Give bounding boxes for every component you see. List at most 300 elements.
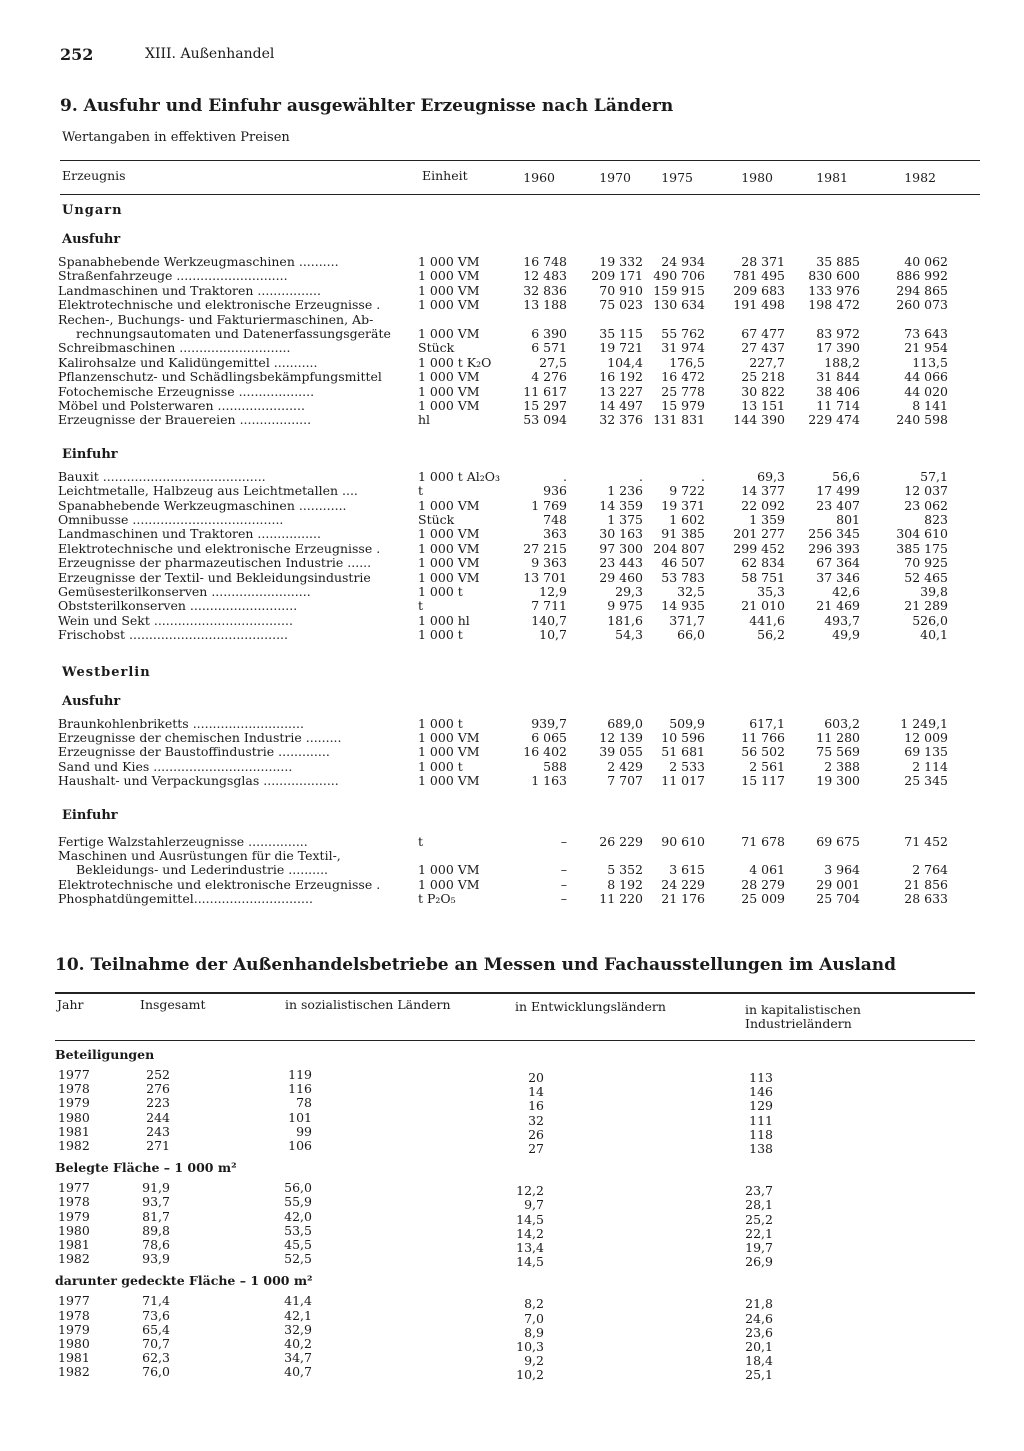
row-label: Erzeugnisse der pharmazeutischen Industrie ......: [58, 555, 372, 571]
row-value: 13 188: [523, 297, 567, 313]
value-cell: 10,2: [516, 1367, 544, 1383]
row-value: 1 602: [669, 512, 705, 527]
value-cell: 10,3: [516, 1339, 544, 1354]
year-cell: 1982: [58, 1138, 90, 1153]
row-value: 44 066: [904, 369, 948, 385]
row-label: Maschinen und Ausrüstungen für die Textil-,: [58, 848, 341, 863]
value-cell: 70,7: [142, 1336, 170, 1351]
row-unit: Stück: [418, 340, 455, 356]
row-value: 25 009: [741, 891, 785, 907]
row-value: 16 748: [523, 254, 567, 269]
row-value: 16 192: [599, 369, 643, 385]
value-cell: 13,4: [516, 1240, 544, 1255]
column-header-year: 1980: [741, 170, 773, 185]
value-cell: 106: [288, 1138, 312, 1153]
row-value: 256 345: [808, 526, 860, 542]
row-value: 21 176: [661, 891, 705, 907]
value-cell: 28,1: [745, 1197, 773, 1213]
column-header-year: 1982: [904, 170, 936, 185]
row-unit: 1 000 VM: [418, 540, 480, 556]
value-cell: 26: [528, 1126, 544, 1142]
year-cell: 1980: [58, 1336, 90, 1351]
row-value: 11 714: [816, 398, 860, 413]
row-value: 69 675: [816, 833, 860, 849]
value-cell: 76,0: [142, 1364, 170, 1380]
row-value: 23 407: [816, 497, 860, 513]
row-value: 830 600: [808, 268, 860, 284]
row-unit: 1 000 t Al₂O₃: [418, 468, 501, 484]
row-value: 617,1: [749, 715, 785, 731]
row-value: 371,7: [669, 612, 705, 628]
row-unit: 1 000 t: [418, 627, 463, 643]
row-value: 9 975: [607, 598, 643, 614]
row-value: 2 764: [912, 862, 948, 878]
value-cell: 18,4: [745, 1353, 773, 1369]
row-label: Spanabhebende Werkzeugmaschinen ............: [58, 497, 347, 513]
row-label: Erzeugnisse der chemischen Industrie .........: [58, 730, 342, 745]
value-cell: 34,7: [284, 1350, 312, 1366]
value-cell: 252: [146, 1067, 170, 1082]
row-value: 689,0: [607, 715, 643, 731]
value-cell: 116: [288, 1081, 312, 1097]
row-value: 493,7: [824, 612, 860, 628]
row-label: Landmaschinen und Traktoren ................: [58, 526, 321, 542]
row-value: 1 163: [531, 773, 567, 789]
row-value: 363: [543, 526, 567, 542]
value-cell: 14,5: [516, 1211, 544, 1227]
column-header-year: 1970: [599, 170, 631, 185]
row-value: 42,6: [832, 584, 860, 599]
row-unit: 1 000 t K₂O: [418, 354, 492, 370]
value-cell: 32,9: [284, 1321, 312, 1337]
row-value: 130 634: [653, 297, 705, 313]
row-value: 44 020: [904, 383, 948, 399]
value-cell: 22,1: [745, 1225, 773, 1241]
row-value: 16 472: [661, 369, 705, 385]
value-cell: 42,0: [284, 1208, 312, 1224]
value-cell: 276: [146, 1081, 170, 1097]
row-label: Pflanzenschutz- und Schädlingsbekämpfungsmittel: [58, 369, 382, 385]
row-value: 7 707: [607, 773, 643, 789]
row-value: 17 499: [816, 483, 860, 499]
row-value: 227,7: [749, 354, 785, 370]
value-cell: 25,2: [745, 1211, 773, 1227]
row-value: 9 363: [531, 555, 567, 571]
row-value: .: [701, 468, 705, 484]
row-value: 1 236: [607, 483, 643, 499]
column-header-year: 1960: [523, 170, 555, 185]
row-value: 8 192: [607, 876, 643, 892]
value-cell: 24,6: [745, 1310, 773, 1326]
value-cell: 138: [749, 1141, 773, 1156]
row-value: .: [563, 468, 567, 484]
row-value: 13 151: [741, 398, 785, 413]
row-value: 25 778: [661, 383, 705, 399]
row-unit: 1 000 VM: [418, 297, 480, 313]
row-value: 25 218: [741, 369, 785, 385]
row-value: 3 964: [824, 862, 860, 878]
table10-header-rule: [55, 992, 975, 994]
value-cell: 8,9: [524, 1324, 544, 1340]
row-unit: 1 000 VM: [418, 282, 480, 298]
row-unit: 1 000 VM: [418, 876, 480, 892]
value-cell: 42,1: [284, 1307, 312, 1323]
value-cell: 16: [528, 1098, 544, 1114]
section-heading: Westberlin: [62, 664, 151, 680]
value-cell: 146: [749, 1084, 773, 1100]
row-unit: 1 000 hl: [418, 612, 470, 628]
column-header-kapitalistisch: in kapitalistischen: [745, 1002, 861, 1017]
row-value: 70 910: [599, 282, 643, 298]
row-value: 28 633: [904, 891, 948, 907]
table9-header-rule: [60, 160, 980, 161]
row-value: 83 972: [816, 326, 860, 341]
group-heading: Ausfuhr: [62, 232, 121, 247]
value-cell: 78: [296, 1095, 312, 1111]
row-value: 91 385: [661, 526, 705, 542]
value-cell: 223: [146, 1095, 170, 1111]
row-value: 209 683: [733, 282, 785, 298]
row-value: 936: [543, 483, 567, 499]
row-value: 52 465: [904, 569, 948, 585]
row-value: 57,1: [920, 468, 948, 484]
row-value: 1 375: [607, 512, 643, 527]
table10-title: 10. Teilnahme der Außenhandelsbetriebe an Messen und Fachausstellungen im Ausland: [55, 955, 897, 975]
row-value: 2 533: [669, 758, 705, 774]
row-label: Schreibmaschinen ............................: [58, 340, 291, 356]
value-cell: 9,7: [524, 1197, 544, 1213]
row-value: 2 114: [912, 758, 948, 774]
row-value: 75 023: [599, 297, 643, 313]
row-value: 27,5: [539, 354, 567, 370]
row-unit: t: [418, 483, 424, 499]
row-unit: 1 000 VM: [418, 730, 480, 745]
row-value: 11 017: [661, 773, 705, 789]
row-label: Obststerilkonserven ...........................: [58, 598, 298, 614]
row-value: 40,1: [920, 627, 948, 643]
row-label: rechnungsautomaten und Datenerfassungsgeräte: [76, 326, 391, 341]
row-value: 140,7: [531, 612, 567, 628]
value-cell: 111: [749, 1112, 773, 1128]
row-value: 21 954: [904, 340, 948, 356]
row-value: –: [560, 876, 567, 892]
row-value: 53 094: [523, 412, 567, 428]
row-value: 385 175: [896, 540, 948, 556]
value-cell: 119: [288, 1067, 312, 1082]
row-value: 29 460: [599, 569, 643, 585]
section-heading: Ungarn: [62, 203, 123, 218]
column-header-entwicklung: in Entwicklungsländern: [515, 999, 666, 1014]
row-label: Landmaschinen und Traktoren ................: [58, 282, 321, 298]
table9-subtitle: Wertangaben in effektiven Preisen: [62, 130, 290, 145]
year-cell: 1977: [58, 1067, 90, 1082]
year-cell: 1979: [58, 1095, 90, 1111]
row-value: 19 371: [661, 497, 705, 513]
value-cell: 21,8: [745, 1296, 773, 1312]
row-value: 748: [543, 512, 567, 527]
row-value: 104,4: [607, 354, 643, 370]
row-value: 526,0: [912, 612, 948, 628]
row-label: Haushalt- und Verpackungsglas ...................: [58, 773, 339, 789]
value-cell: 14,5: [516, 1254, 544, 1270]
row-unit: 1 000 VM: [418, 555, 480, 571]
value-cell: 41,4: [284, 1293, 312, 1309]
row-value: 24 229: [661, 876, 705, 892]
row-value: 8 141: [912, 398, 948, 413]
row-value: 39 055: [599, 744, 643, 760]
row-value: 75 569: [816, 744, 860, 760]
row-value: 299 452: [733, 540, 785, 556]
year-cell: 1979: [58, 1321, 90, 1337]
row-value: 46 507: [661, 555, 705, 571]
row-value: 939,7: [531, 715, 567, 731]
row-value: 188,2: [824, 354, 860, 370]
row-unit: 1 000 VM: [418, 369, 480, 385]
row-value: 30 822: [741, 383, 785, 399]
row-value: 25 345: [904, 773, 948, 789]
year-cell: 1982: [58, 1251, 90, 1267]
row-value: 209 171: [591, 268, 643, 284]
row-label: Fertige Walzstahlerzeugnisse ...............: [58, 833, 308, 849]
row-value: 801: [836, 512, 860, 527]
row-value: –: [560, 862, 567, 878]
row-value: 198 472: [808, 297, 860, 313]
row-label: Spanabhebende Werkzeugmaschinen ..........: [58, 254, 339, 269]
row-value: 159 915: [653, 282, 705, 298]
group-heading: Einfuhr: [62, 807, 118, 823]
row-value: 181,6: [607, 612, 643, 628]
row-value: 144 390: [733, 412, 785, 428]
row-unit: 1 000 VM: [418, 569, 480, 585]
group-heading: Einfuhr: [62, 446, 118, 462]
value-cell: 113: [749, 1070, 773, 1085]
row-value: 32 376: [599, 412, 643, 428]
row-label: Elektrotechnische und elektronische Erzeugnisse .: [58, 297, 381, 313]
value-cell: 244: [146, 1109, 170, 1125]
row-value: 27 215: [523, 540, 567, 556]
row-unit: 1 000 VM: [418, 326, 480, 341]
row-value: 55 762: [661, 326, 705, 341]
row-value: 66,0: [677, 627, 705, 643]
value-cell: 8,2: [524, 1296, 544, 1312]
row-value: 11 220: [599, 891, 643, 907]
row-unit: 1 000 VM: [418, 383, 480, 399]
value-cell: 129: [749, 1098, 773, 1114]
row-value: 781 495: [733, 268, 785, 284]
value-cell: 89,8: [142, 1222, 170, 1238]
row-label: Bauxit .........................................: [58, 468, 266, 484]
row-label: Bekleidungs- und Lederindustrie ..........: [76, 862, 329, 878]
row-label: Erzeugnisse der Textil- und Bekleidungsindustrie: [58, 569, 371, 585]
row-unit: 1 000 t: [418, 715, 463, 731]
value-cell: 101: [288, 1109, 312, 1125]
value-cell: 40,2: [284, 1336, 312, 1351]
year-cell: 1977: [58, 1180, 90, 1196]
row-value: 296 393: [808, 540, 860, 556]
value-cell: 73,6: [142, 1307, 170, 1323]
row-value: 23 062: [904, 497, 948, 513]
row-label: Leichtmetalle, Halbzeug aus Leichtmetallen ....: [58, 483, 358, 499]
row-value: 1 769: [531, 497, 567, 513]
row-value: 30 163: [599, 526, 643, 542]
block-heading: Belegte Fläche – 1 000 m²: [55, 1160, 237, 1176]
row-unit: Stück: [418, 512, 455, 527]
row-value: 131 831: [653, 412, 705, 428]
value-cell: 93,7: [142, 1194, 170, 1210]
row-value: 441,6: [749, 612, 785, 628]
row-value: 13 701: [523, 569, 567, 585]
column-header-jahr: Jahr: [57, 997, 84, 1012]
row-value: 67 364: [816, 555, 860, 571]
row-value: 490 706: [653, 268, 705, 284]
row-value: 27 437: [741, 340, 785, 356]
row-unit: 1 000 VM: [418, 773, 480, 789]
value-cell: 55,9: [284, 1194, 312, 1210]
row-unit: 1 000 VM: [418, 744, 480, 760]
row-value: –: [560, 833, 567, 849]
row-value: 22 092: [741, 497, 785, 513]
row-label: Elektrotechnische und elektronische Erzeugnisse .: [58, 540, 381, 556]
row-value: .: [639, 468, 643, 484]
row-value: 12 139: [599, 730, 643, 745]
year-cell: 1981: [58, 1350, 90, 1366]
row-value: 58 751: [741, 569, 785, 585]
row-unit: 1 000 VM: [418, 526, 480, 542]
group-heading: Ausfuhr: [62, 693, 121, 709]
row-value: 14 377: [741, 483, 785, 499]
row-label: Gemüsesterilkonserven .........................: [58, 584, 311, 599]
row-value: 21 010: [741, 598, 785, 614]
row-value: 23 443: [599, 555, 643, 571]
row-value: 49,9: [832, 627, 860, 643]
row-label: Braunkohlenbriketts ............................: [58, 715, 304, 731]
value-cell: 45,5: [284, 1237, 312, 1252]
row-label: Kalirohsalze und Kalidüngemittel ...........: [58, 354, 318, 370]
year-cell: 1977: [58, 1293, 90, 1309]
row-value: 29,3: [615, 584, 643, 599]
row-value: 69,3: [757, 468, 785, 484]
value-cell: 40,7: [284, 1364, 312, 1380]
row-value: 14 497: [599, 398, 643, 413]
value-cell: 23,6: [745, 1324, 773, 1340]
column-header-erzeugnis: Erzeugnis: [62, 168, 126, 183]
row-value: 201 277: [733, 526, 785, 542]
row-value: 113,5: [912, 354, 948, 370]
row-value: 10,7: [539, 627, 567, 643]
row-value: 2 388: [824, 758, 860, 774]
value-cell: 14: [528, 1084, 544, 1100]
value-cell: 99: [296, 1123, 312, 1139]
row-value: 90 610: [661, 833, 705, 849]
row-value: 14 359: [599, 497, 643, 513]
value-cell: 56,0: [284, 1180, 312, 1196]
year-cell: 1982: [58, 1364, 90, 1380]
value-cell: 52,5: [284, 1251, 312, 1267]
row-unit: t P₂O₅: [418, 891, 456, 907]
value-cell: 62,3: [142, 1350, 170, 1366]
row-unit: 1 000 VM: [418, 497, 480, 513]
row-value: 17 390: [816, 340, 860, 356]
value-cell: 20: [528, 1070, 544, 1085]
row-value: 15 297: [523, 398, 567, 413]
block-heading: darunter gedeckte Fläche – 1 000 m²: [55, 1273, 313, 1289]
value-cell: 78,6: [142, 1237, 170, 1252]
row-label: Sand und Kies ...................................: [58, 758, 293, 774]
row-value: 40 062: [904, 254, 948, 269]
row-unit: hl: [418, 412, 431, 428]
row-value: 10 596: [661, 730, 705, 745]
row-value: 603,2: [824, 715, 860, 731]
row-value: 15 117: [741, 773, 785, 789]
value-cell: 27: [528, 1141, 544, 1156]
row-value: 4 061: [749, 862, 785, 878]
row-value: 26 229: [599, 833, 643, 849]
value-cell: 71,4: [142, 1293, 170, 1309]
row-value: 73 643: [904, 326, 948, 341]
value-cell: 19,7: [745, 1240, 773, 1255]
row-value: 260 073: [896, 297, 948, 313]
row-value: 1 249,1: [900, 715, 948, 731]
row-unit: 1 000 VM: [418, 254, 480, 269]
row-value: 133 976: [808, 282, 860, 298]
row-value: 21 856: [904, 876, 948, 892]
row-value: 21 289: [904, 598, 948, 614]
row-value: 176,5: [669, 354, 705, 370]
row-value: 5 352: [607, 862, 643, 878]
row-value: 3 615: [669, 862, 705, 878]
row-label: Frischobst ........................................: [58, 627, 288, 643]
value-cell: 53,5: [284, 1222, 312, 1238]
row-value: 32 836: [523, 282, 567, 298]
column-header-insgesamt: Insgesamt: [140, 997, 206, 1012]
value-cell: 271: [146, 1138, 170, 1153]
row-unit: 1 000 VM: [418, 862, 480, 878]
year-cell: 1978: [58, 1081, 90, 1097]
year-cell: 1980: [58, 1222, 90, 1238]
row-value: 13 227: [599, 383, 643, 399]
row-value: 886 992: [896, 268, 948, 284]
row-unit: 1 000 t: [418, 584, 463, 599]
row-value: 229 474: [808, 412, 860, 428]
page-number: 252: [60, 45, 94, 64]
table9-title: 9. Ausfuhr und Einfuhr ausgewählter Erzeugnisse nach Ländern: [60, 96, 674, 116]
row-value: 2 561: [749, 758, 785, 774]
row-value: 1 359: [749, 512, 785, 527]
row-value: 35,3: [757, 584, 785, 599]
row-value: 9 722: [669, 483, 705, 499]
row-label: Möbel und Polsterwaren ......................: [58, 398, 305, 413]
row-value: 56 502: [741, 744, 785, 760]
year-cell: 1978: [58, 1194, 90, 1210]
column-header-kapitalistisch-line2: Industrieländern: [745, 1016, 852, 1031]
row-value: 21 469: [816, 598, 860, 614]
row-value: 12 483: [523, 268, 567, 284]
row-value: 19 300: [816, 773, 860, 789]
row-value: 823: [924, 512, 948, 527]
row-value: 12 037: [904, 483, 948, 499]
row-value: 204 807: [653, 540, 705, 556]
row-value: 56,6: [832, 468, 860, 484]
row-value: 97 300: [599, 540, 643, 556]
row-value: 19 721: [599, 340, 643, 356]
row-value: 11 617: [523, 383, 567, 399]
row-value: 12 009: [904, 730, 948, 745]
chapter-header: XIII. Außenhandel: [145, 46, 275, 62]
row-unit: 1 000 VM: [418, 398, 480, 413]
row-label: Omnibusse ......................................: [58, 512, 284, 527]
row-value: 67 477: [741, 326, 785, 341]
row-value: 15 979: [661, 398, 705, 413]
